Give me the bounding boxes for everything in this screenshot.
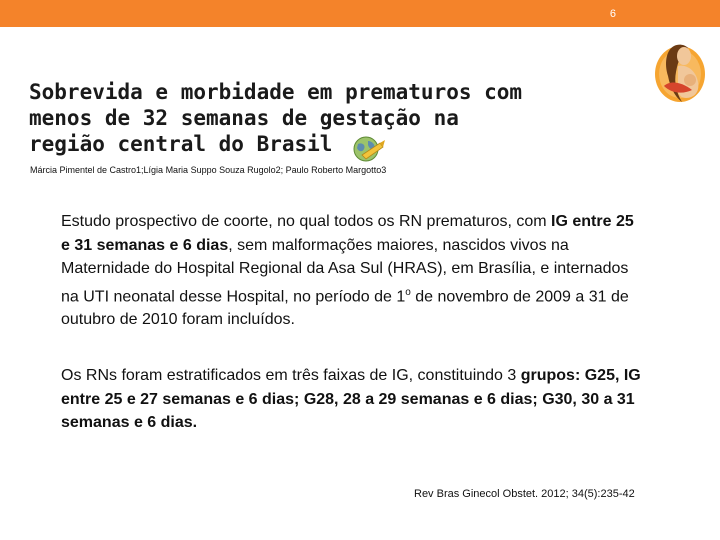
groups-paragraph [61,364,641,435]
paragraph-text: , sem malformações maiores, nascidos vivos na Maternidade do Hospital Regional da Asa Sul (HRAS), em Brasília, e internados na UTI neonatal desse Hospital, no período de 1 [61,236,629,305]
page-number: 6 [609,8,616,20]
study-description-paragraph [61,210,641,332]
globe-link-icon[interactable] [350,135,386,163]
slide-title [29,79,629,157]
paragraph-bold-text: IG entre 25 e 31 semanas e 6 dias [61,213,634,254]
paragraph-text: Os RNs foram estratificados em três faixas de IG, constituindo 3 [61,367,521,384]
mother-and-child-logo-icon [652,36,710,106]
paragraph-text: Estudo prospectivo de coorte, no qual todos os RN prematuros, com [61,213,552,230]
top-accent-bar [0,0,720,27]
title-line: Sobrevida e morbidade em prematuros com [29,80,523,104]
title-line: menos de 32 semanas de gestação na [29,106,459,130]
paragraph-text: de novembro de 2009 a 31 de outubro de 2010 foram incluídos. [61,287,629,329]
paragraph-bold-text: grupos: G25, IG entre 25 e 27 semanas e 6 dias; G28, 28 a 29 semanas e 6 dias; G30, 30 a 31 semanas e 6 dias. [61,367,641,431]
title-line: região central do Brasil [29,132,333,156]
authors-line: Márcia Pimentel de Castro1;Lígia Maria Suppo Souza Rugolo2; Paulo Roberto Margotto3 [30,165,387,175]
ordinal-superscript: o [405,286,411,298]
citation-reference: Rev Bras Ginecol Obstet. 2012; 34(5):235-42 [414,488,635,500]
